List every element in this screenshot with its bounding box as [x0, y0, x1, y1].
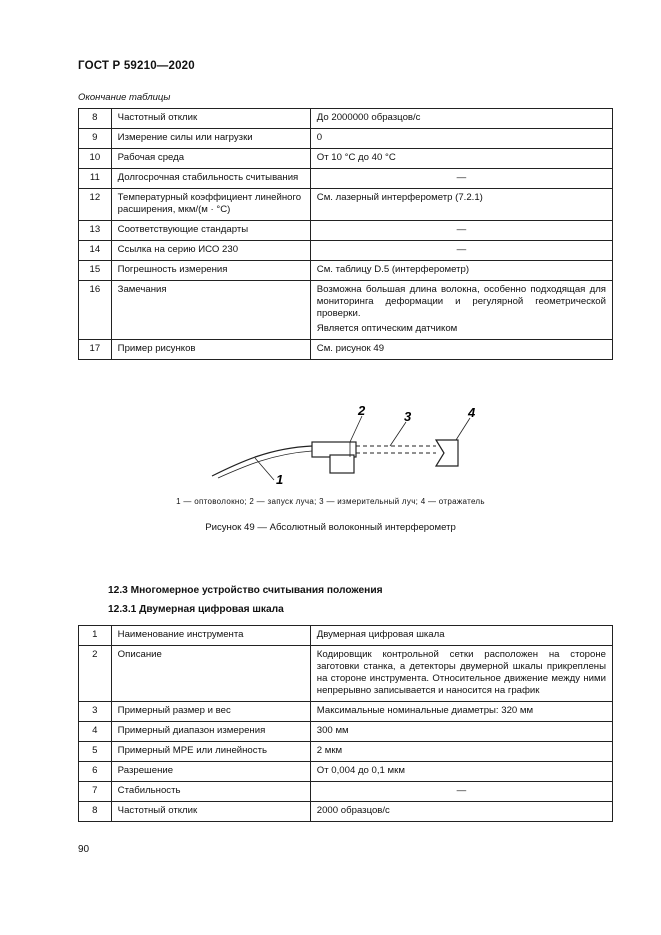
- row-number: 11: [79, 169, 112, 189]
- row-name: Пример рисунков: [111, 340, 310, 360]
- figure-caption: Рисунок 49 — Абсолютный волоконный интерферометр: [205, 522, 456, 533]
- figure-label-4: 4: [468, 405, 476, 420]
- remark-text-2: Является оптическим датчиком: [316, 323, 458, 334]
- row-value: [310, 281, 612, 340]
- subsection-heading: 12.3.1 Двумерная цифровая шкала: [108, 604, 284, 615]
- table-row: [79, 626, 613, 646]
- table-row: [79, 129, 613, 149]
- table-row: [79, 221, 613, 241]
- table-2: [78, 625, 613, 822]
- row-name: Измерение силы или нагрузки: [111, 129, 310, 149]
- reflector: [436, 440, 458, 466]
- row-name: Примерный диапазон измерения: [111, 722, 310, 742]
- row-name: Частотный отклик: [111, 109, 310, 129]
- table-row: [79, 109, 613, 129]
- row-value: 2000 образцов/с: [310, 802, 612, 822]
- row-value: —: [310, 241, 612, 261]
- leader-line-2: [350, 416, 362, 442]
- table-row: [79, 646, 613, 702]
- row-number: 17: [79, 340, 112, 360]
- document-header: ГОСТ Р 59210—2020: [78, 60, 195, 72]
- row-value: Кодировщик контрольной сетки расположен на стороне заготовки станка, а детекторы двумерной шкалы прикреплены на стороне инструмента. Относительное движение между ними непрерывно записывается и наносится на график: [310, 646, 612, 702]
- row-number: 6: [79, 762, 112, 782]
- leader-line-1: [255, 458, 274, 480]
- row-value: Двумерная цифровая шкала: [310, 626, 612, 646]
- row-value: 300 мм: [310, 722, 612, 742]
- row-name: Примерный размер и вес: [111, 702, 310, 722]
- table-row: [79, 169, 613, 189]
- row-value: От 0,004 до 0,1 мкм: [310, 762, 612, 782]
- leader-line-3: [390, 422, 406, 446]
- row-name: Температурный коэффициент линейного расширения, мкм/(м · °С): [111, 189, 310, 221]
- row-number: 1: [79, 626, 112, 646]
- leader-line-4: [456, 418, 470, 440]
- table-row: [79, 802, 613, 822]
- row-number: 8: [79, 109, 112, 129]
- figure-label-3: 3: [404, 409, 412, 424]
- row-name: Описание: [111, 646, 310, 702]
- beam-launch-mount: [330, 455, 354, 473]
- row-value: См. лазерный интерферометр (7.2.1): [310, 189, 612, 221]
- row-value: Максимальные номинальные диаметры: 320 мм: [310, 702, 612, 722]
- row-number: 9: [79, 129, 112, 149]
- row-name: Ссылка на серию ИСО 230: [111, 241, 310, 261]
- row-number: 8: [79, 802, 112, 822]
- row-name: Соответствующие стандарты: [111, 221, 310, 241]
- row-name: Рабочая среда: [111, 149, 310, 169]
- table-row: [79, 340, 613, 360]
- row-value: См. таблицу D.5 (интерферометр): [310, 261, 612, 281]
- fiber-optic-cable-inner: [218, 451, 312, 478]
- row-name: Примерный MPE или линейность: [111, 742, 310, 762]
- row-name: Частотный отклик: [111, 802, 310, 822]
- row-value: —: [310, 221, 612, 241]
- figure-label-1: 1: [276, 472, 284, 487]
- row-number: 10: [79, 149, 112, 169]
- row-value: —: [310, 782, 612, 802]
- table-row: [79, 241, 613, 261]
- row-value: См. рисунок 49: [310, 340, 612, 360]
- row-number: 3: [79, 702, 112, 722]
- row-number: 12: [79, 189, 112, 221]
- row-number: 2: [79, 646, 112, 702]
- row-name: Погрешность измерения: [111, 261, 310, 281]
- section-heading: 12.3 Многомерное устройство считывания положения: [108, 585, 383, 596]
- row-number: 15: [79, 261, 112, 281]
- table-row: [79, 149, 613, 169]
- table-row: [79, 702, 613, 722]
- table-row: [79, 762, 613, 782]
- row-number: 14: [79, 241, 112, 261]
- row-value: —: [310, 169, 612, 189]
- table-1: [78, 108, 613, 360]
- row-name: Стабильность: [111, 782, 310, 802]
- figure-label-2: 2: [358, 403, 366, 418]
- table-continuation-caption: Окончание таблицы: [78, 92, 171, 103]
- remark-text: Возможна большая длина волокна, особенно подходящая для мониторинга деформации и регулярной геометрической проверки.: [316, 284, 606, 319]
- row-number: 5: [79, 742, 112, 762]
- table-row: [79, 782, 613, 802]
- row-name: Разрешение: [111, 762, 310, 782]
- table-row: [79, 742, 613, 762]
- row-value: 0: [310, 129, 612, 149]
- row-number: 13: [79, 221, 112, 241]
- row-name: Наименование инструмента: [111, 626, 310, 646]
- row-number: 7: [79, 782, 112, 802]
- table-row: [79, 722, 613, 742]
- row-number: 4: [79, 722, 112, 742]
- row-value: От 10 °С до 40 °С: [310, 149, 612, 169]
- row-name: Замечания: [111, 281, 310, 340]
- page-number: 90: [78, 844, 90, 855]
- table-row: [79, 189, 613, 221]
- row-value: 2 мкм: [310, 742, 612, 762]
- table-row: [79, 281, 613, 340]
- row-name: Долгосрочная стабильность считывания: [111, 169, 310, 189]
- fiber-interferometer-figure: [200, 400, 500, 490]
- table-row: [79, 261, 613, 281]
- row-value: До 2000000 образцов/с: [310, 109, 612, 129]
- figure-legend: 1 — оптоволокно; 2 — запуск луча; 3 — измерительный луч; 4 — отражатель: [176, 497, 485, 506]
- row-number: 16: [79, 281, 112, 340]
- fiber-optic-cable: [212, 446, 312, 476]
